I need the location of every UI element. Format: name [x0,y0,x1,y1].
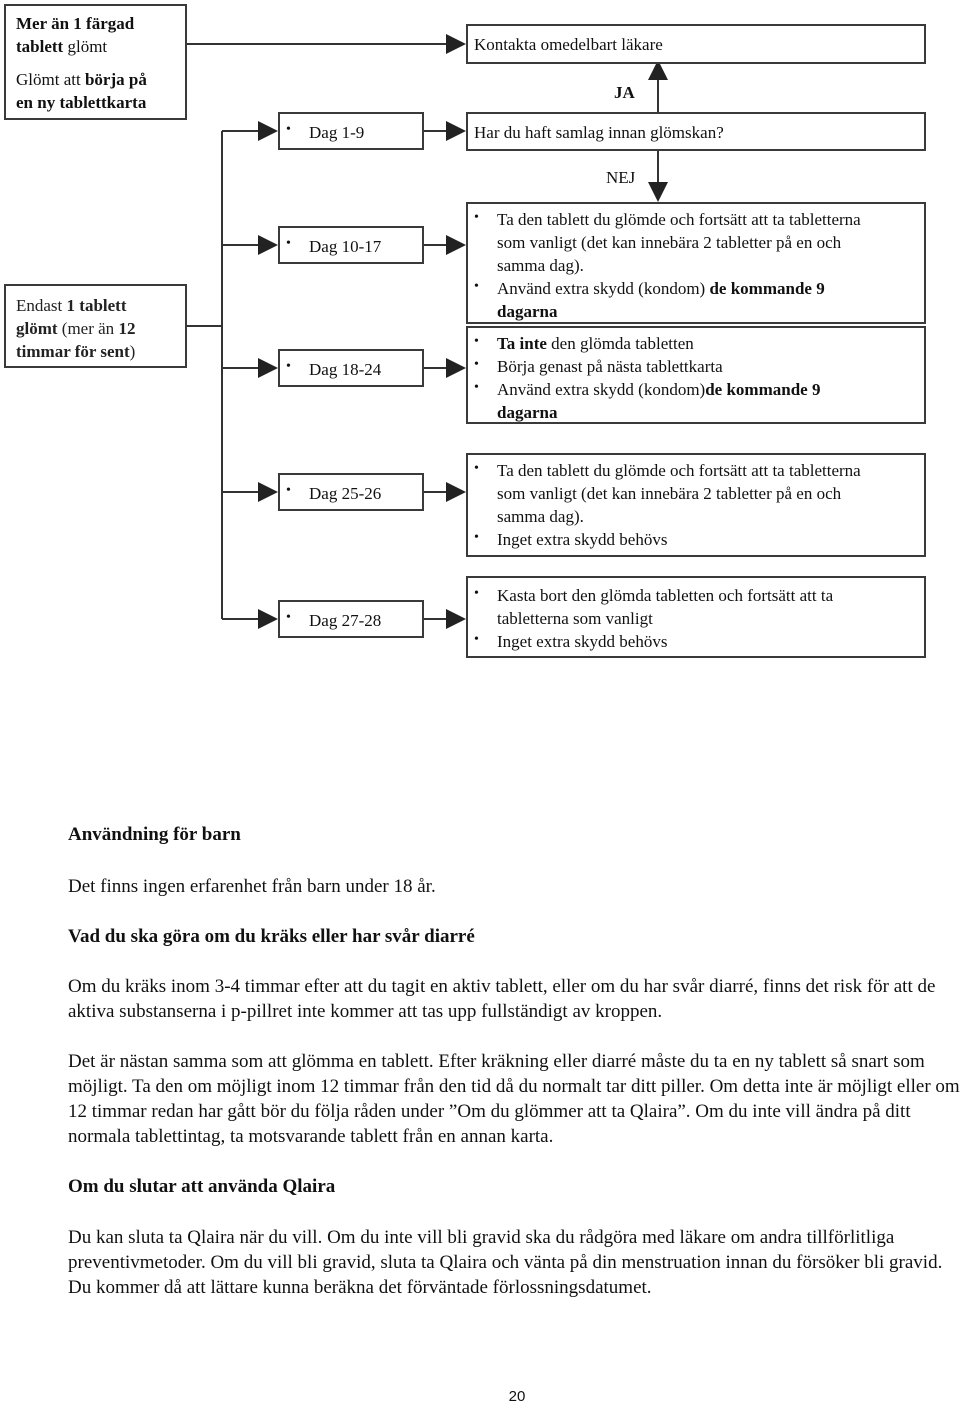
day-box-1-9 [278,112,424,150]
b-line3: Använd extra skydd (kondom) [497,380,706,399]
one-line1-bold: 1 tablett [66,296,127,315]
heading-vomiting: Vad du ska göra om du kräks eller har svår diarré [68,926,475,947]
b-line3-bold: de kommande 9 [705,380,821,399]
bullet: • [474,530,479,545]
paragraph-children: Det finns ingen erfarenhet från barn under 18 år. [68,876,436,897]
b-line1-bold: Ta inte [497,334,547,353]
day-box-18-24 [278,349,424,387]
day-box-27-28 [278,600,424,638]
d-line2: tabletterna som vanligt [497,609,653,628]
ja-label: JA [614,83,635,102]
day-box-10-17 [278,226,424,264]
box-more-than-one-forgotten [4,4,187,120]
box-one-tablet-forgotten [4,284,187,368]
bullet: • [474,210,479,225]
d-line3: Inget extra skydd behövs [497,632,668,651]
bullet: • [286,610,291,625]
a-line2: som vanligt (det kan innebära 2 tabletter på en och [497,233,842,252]
day-label: Dag 10-17 [309,237,382,256]
forgot-line3-bold: börja på [84,70,147,89]
nej-label: NEJ [606,168,636,187]
heading-stop-using: Om du slutar att använda Qlaira [68,1176,336,1197]
instruction-box-a [466,202,926,324]
day-label: Dag 18-24 [309,360,382,379]
c-line2: som vanligt (det kan innebära 2 tabletter på en och [497,484,842,503]
one-line3-bold: timmar för sent [16,342,130,361]
bullet: • [474,279,479,294]
forgot-line3: Glömt att [16,70,85,89]
bullet: • [286,359,291,374]
a-line4: Använd extra skydd (kondom) [497,279,710,298]
c-line3: samma dag). [497,507,584,526]
paragraph-vomiting-2: Det är nästan samma som att glömma en tablett. Efter kräkning eller diarré måste du ta en ny tablett så snart som möjligt. Ta den om möjligt inom 12 timmar från den tid då du normalt tar ditt piller. Om detta inte är möjligt eller om 12 timmar redan har gått bör du följa råden under ”Om du glömmer att ta Qlaira”. Om du inte vill ändra på ditt normala tablettintag, ta motsvarande tablett från en annan karta. [68,1051,960,1147]
day-label: Dag 27-28 [309,611,382,630]
a-line3: samma dag). [497,256,584,275]
contact-text: Kontakta omedelbart läkare [474,35,663,54]
box-question [466,112,926,151]
heading-children: Användning för barn [68,824,241,845]
box-contact-doctor [466,24,926,64]
bullet: • [474,461,479,476]
paragraph-vomiting-1: Om du kräks inom 3-4 timmar efter att du tagit en aktiv tablett, eller om du har svår diarré, finns det risk för att de aktiva substanserna i p-pillret inte kommer att tas upp fullständigt av kroppen. [68,976,936,1022]
forgot-line1: Mer än 1 färgad [16,14,135,33]
instruction-box-c [466,453,926,557]
one-line3: ) [129,342,136,361]
c-line1: Ta den tablett du glömde och fortsätt att ta tabletterna [497,461,861,480]
bullet: • [474,334,479,349]
day-label: Dag 1-9 [309,123,365,142]
b-line1: den glömda tabletten [546,334,694,353]
bullet: • [474,357,479,372]
d-line1: Kasta bort den glömda tabletten och fortsätt att ta [497,586,834,605]
forgot-line2: glömt [63,37,108,56]
a-line1: Ta den tablett du glömde och fortsätt att ta tabletterna [497,210,861,229]
forgot-line4: en ny tablettkarta [16,93,147,112]
page-number: 20 [508,1388,526,1405]
bullet: • [286,122,291,137]
forgot-line2-bold: tablett [16,37,64,56]
bullet: • [474,380,479,395]
one-line1-pre: Endast [16,296,67,315]
a-line5: dagarna [497,302,558,321]
instruction-box-d [466,576,926,658]
one-line2: (mer än [57,319,119,338]
bullet: • [474,632,479,647]
b-line4: dagarna [497,403,558,422]
one-line2-bold2: 12 [118,319,136,338]
a-line4-bold: de kommande 9 [709,279,825,298]
bullet: • [286,236,291,251]
b-line2: Börja genast på nästa tablettkarta [497,357,723,376]
bullet: • [474,586,479,601]
c-line4: Inget extra skydd behövs [497,530,668,549]
instruction-box-b [466,326,926,424]
bullet: • [286,483,291,498]
paragraph-stop-using: Du kan sluta ta Qlaira när du vill. Om du inte vill bli gravid ska du rådgöra med läkare om andra tillförlitliga preventivmetoder. Om du vill bli gravid, sluta ta Qlaira och vänta på din menstruation innan du försöker bli gravid. Du kommer då att lättare kunna beräkna det förväntade förlossningsdatumet. [68,1227,943,1298]
one-line2-bold: glömt [16,319,58,338]
day-box-25-26 [278,473,424,511]
day-label: Dag 25-26 [309,484,382,503]
question-text: Har du haft samlag innan glömskan? [474,123,724,142]
